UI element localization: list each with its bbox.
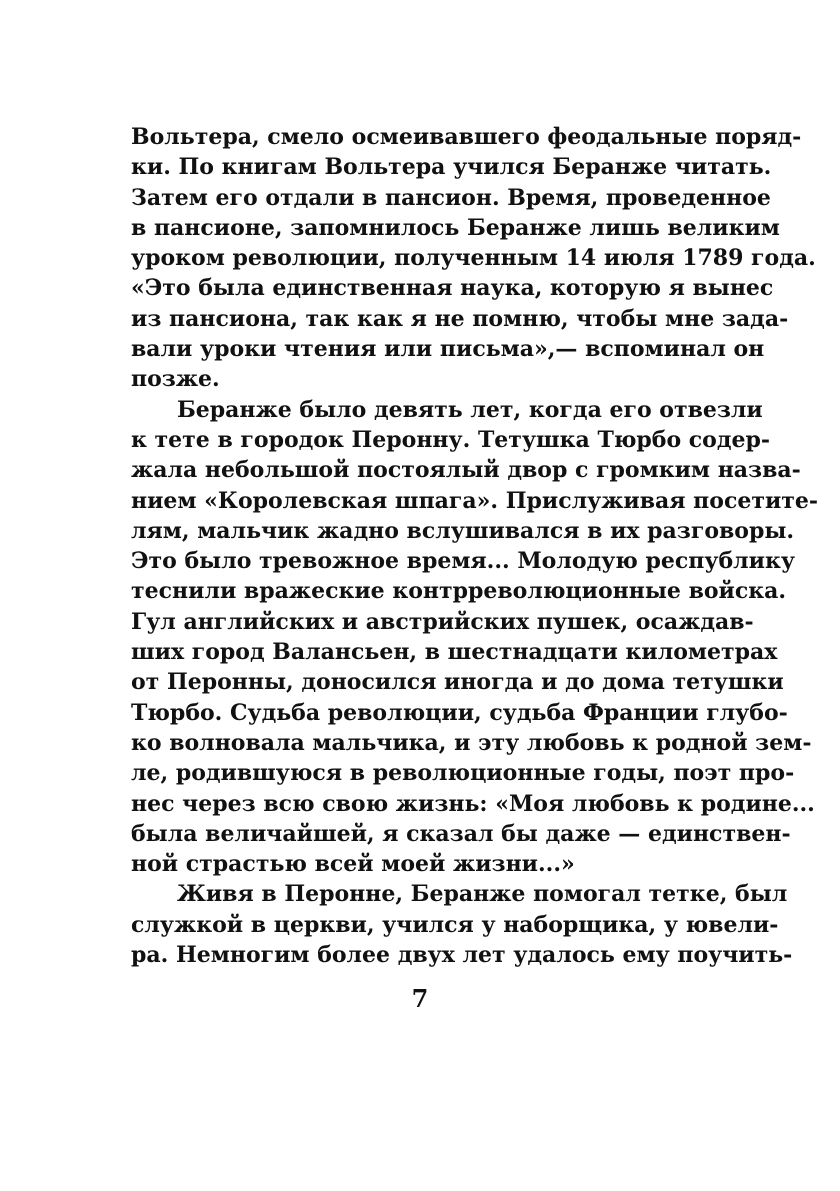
text-line: нес через всю свою жизнь: «Моя любовь к родине... — [131, 790, 815, 817]
text-line: Это было тревожное время... Молодую республику — [131, 548, 795, 575]
text-line: жала небольшой постоялый двор с громким назва- — [131, 457, 801, 484]
paragraph — [131, 395, 819, 880]
text-line: была величайшей, я сказал бы даже — единствен- — [131, 820, 791, 847]
text-line: Гул английских и австрийских пушек, осаждав- — [131, 608, 754, 635]
text-line: от Перонны, доносился иногда и до дома тетушки — [131, 669, 784, 696]
text-line: из пансиона, так как я не помню, чтобы мне зада- — [131, 305, 789, 332]
text-line: Затем его отдали в пансион. Время, проведенное — [131, 184, 771, 211]
body-text — [131, 122, 819, 970]
text-line: к тете в городок Перонну. Тетушка Тюрбо содер- — [131, 426, 771, 453]
text-line: нием «Королевская шпага». Прислуживая посетите- — [131, 487, 819, 514]
text-line: ко волновала мальчика, и эту любовь к родной зем- — [131, 729, 812, 756]
text-line: ших город Валансьен, в шестнадцати километрах — [131, 639, 778, 666]
text-line: Вольтера, смело осмеивавшего феодальные поряд- — [131, 124, 802, 150]
text-line: ки. По книгам Вольтера учился Беранже читать. — [131, 154, 772, 181]
text-line: ной страстью всей моей жизни...» — [131, 851, 575, 878]
text-line: служкой в церкви, учился у наборщика, у ювели- — [131, 911, 779, 938]
text-line: позже. — [131, 366, 220, 393]
text-line: теснили вражеские контрреволюционные войска. — [131, 578, 787, 605]
paragraph — [131, 122, 816, 395]
text-line: ра. Немногим более двух лет удалось ему поучить- — [131, 942, 793, 969]
text-line: «Это была единственная наука, которую я вынес — [131, 275, 774, 302]
text-line: Беранже было девять лет, когда его отвезли — [177, 396, 763, 423]
text-line: уроком революции, полученным 14 июля 1789 года. — [131, 245, 816, 272]
text-line: ле, родившуюся в революционные годы, поэт про- — [131, 760, 795, 787]
text-line: Живя в Перонне, Беранже помогал тетке, был — [177, 881, 788, 908]
text-line: Тюрбо. Судьба революции, судьба Франции глубо- — [131, 699, 788, 726]
text-line: вали уроки чтения или письма»,— вспоминал он — [131, 336, 765, 363]
paragraph — [131, 879, 793, 970]
text-line: лям, мальчик жадно вслушивался в их разговоры. — [131, 517, 795, 544]
page-number: 7 — [411, 984, 429, 1013]
text-line: в пансионе, запомнилось Беранже лишь великим — [131, 214, 780, 241]
